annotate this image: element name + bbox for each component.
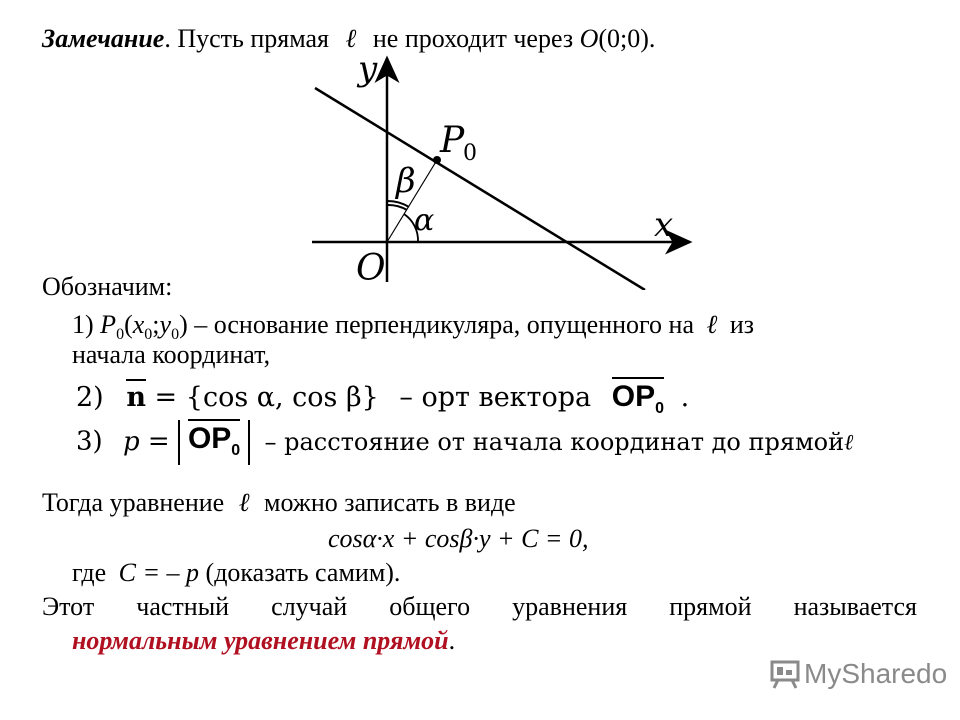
item3-OP: OP [187, 422, 232, 455]
ell-symbol: ℓ [345, 24, 357, 53]
y-axis-label: y [358, 50, 378, 89]
notation-item-2 [76, 380, 690, 417]
conclusion-word: случай [271, 592, 348, 621]
item2-number: 2) [76, 382, 104, 413]
item1-desc: – основание перпендикуляра, опущенного на [194, 310, 695, 339]
prove-note: (доказать самим). [205, 558, 401, 587]
conclusion-word: уравнения [512, 592, 628, 621]
conclusion-word: называется [793, 592, 917, 621]
equation-intro-text-2: можно записать в виде [264, 488, 516, 517]
notation-item-1: 1) $P_0(x_0;y_0)$ – основание перпендикуляра, опущенного на ℓ из [72, 310, 755, 344]
equation-intro-text: Тогда уравнение [42, 488, 225, 517]
item2-desc: – орт вектора [399, 382, 592, 413]
conclusion-word: Этот [42, 592, 95, 621]
C-equals-minus-p: C = – p [118, 558, 200, 587]
item1-y-sub: 0 [171, 326, 180, 344]
conclusion-word: прямой [669, 592, 752, 621]
normal-equation: cosα·x + cosβ·y + C = 0, [328, 524, 589, 553]
item1-number: 1) [72, 310, 94, 339]
remark-text-2: не проходит через [372, 24, 574, 53]
presentation-icon [768, 659, 804, 689]
x-axis-label: x [654, 205, 674, 245]
where-word: где [72, 558, 107, 587]
item2-eq: = [154, 382, 178, 413]
remark-label: Замечание [42, 24, 165, 53]
item2-OP: OP [611, 380, 656, 413]
item1-x: x [132, 310, 145, 339]
conclusion-word: общего [389, 592, 471, 621]
conclusion-line-2 [72, 626, 455, 656]
item1-ell: ℓ [706, 310, 718, 339]
item1-desc-2: из [729, 310, 755, 339]
item3-number: 3) [76, 426, 103, 457]
normal-equation-term: нормальным уравнением прямой [72, 626, 449, 655]
conclusion-line-1 [42, 592, 917, 622]
beta-label: β [396, 161, 416, 201]
conclusion-end: . [448, 626, 456, 655]
item2-dot: . [680, 382, 690, 413]
P0-label: P [440, 120, 465, 161]
coordinate-diagram [300, 50, 700, 290]
beta-arc [387, 205, 407, 210]
item3-desc: – расстояние от начала координат до прямой [264, 427, 845, 456]
item1-line2: начала координат, [72, 340, 271, 369]
equation-intro [42, 488, 516, 518]
P0-subscript: 0 [463, 141, 477, 166]
item2-OP-sub: 0 [655, 400, 664, 417]
watermark-text: MySharedo [804, 658, 948, 689]
origin-label: O [356, 248, 386, 289]
watermark-logo [768, 658, 947, 690]
notation-item-3 [76, 420, 853, 465]
item3-OP-sub: 0 [231, 442, 241, 459]
item2-OP0 [611, 377, 664, 417]
item2-n-vector: n [126, 379, 146, 413]
equation-ell: ℓ [238, 488, 250, 517]
item3-p: p [122, 426, 140, 457]
where-line [72, 558, 400, 588]
item1-y: y [159, 310, 172, 339]
item2-set: {cos α, cos β} [185, 382, 379, 413]
item3-ell: ℓ [844, 430, 854, 456]
item3-OP0 [187, 419, 241, 459]
item1-P: P [100, 310, 117, 339]
alpha-label: α [414, 203, 435, 238]
item3-eq: = [147, 426, 170, 457]
conclusion-word: частный [136, 592, 230, 621]
item3-abs-bars [178, 420, 250, 465]
item1-P-sub: 0 [116, 326, 125, 344]
item1-x-sub: 0 [144, 326, 153, 344]
origin-O: O [579, 24, 599, 53]
notation-heading: Обозначим: [42, 272, 173, 301]
remark-text: . Пусть прямая [164, 24, 330, 53]
origin-coords: (0;0). [598, 24, 656, 53]
